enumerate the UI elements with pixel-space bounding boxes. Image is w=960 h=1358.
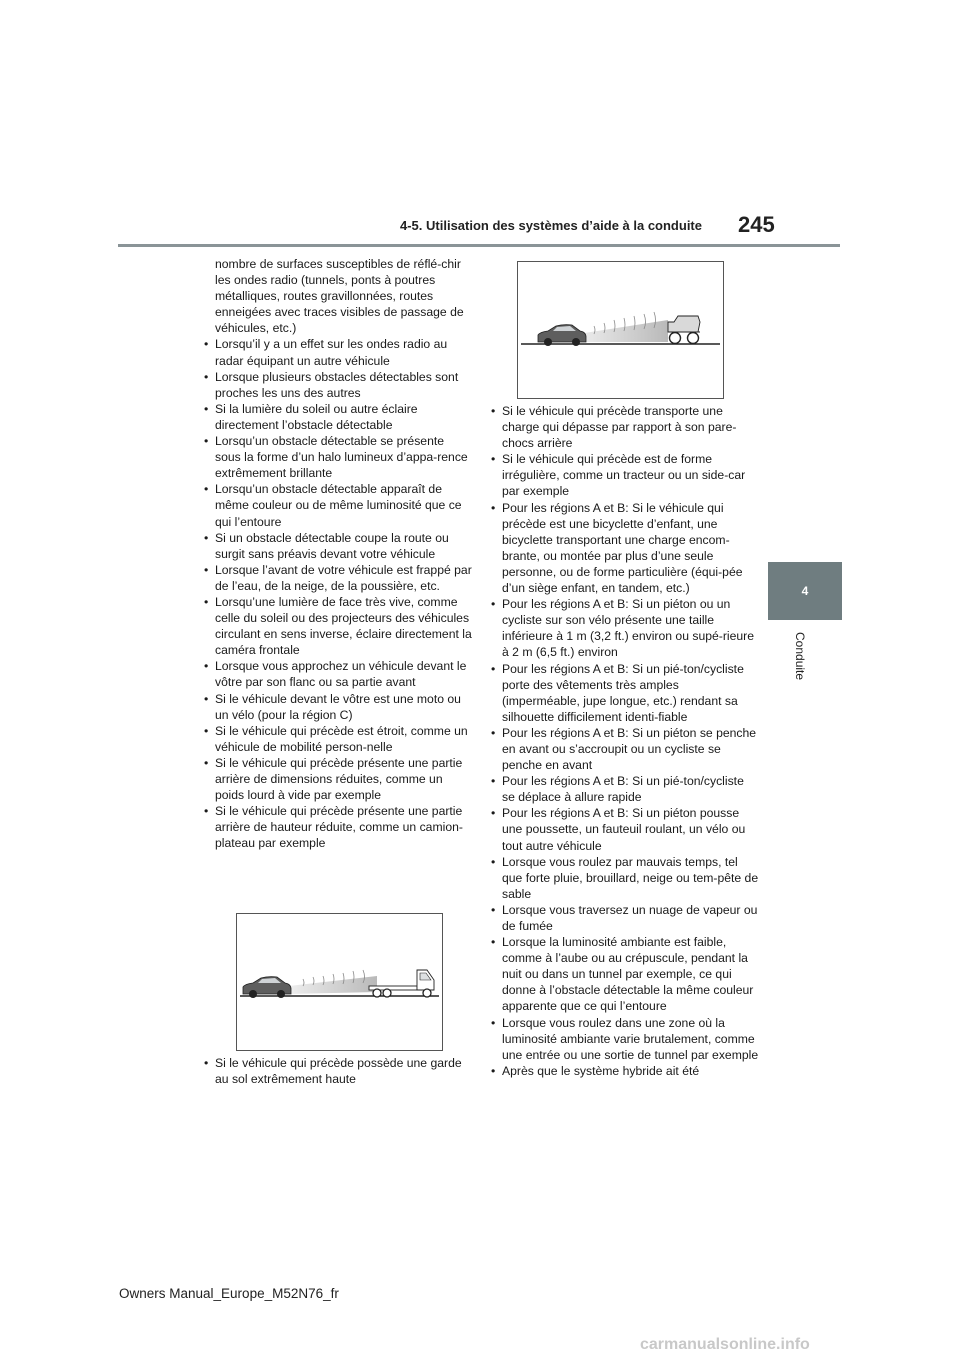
list-item: • Si le véhicule qui précède présente une partie arrière de dimensions réduites, comme un poids lourd à vide par exemple bbox=[204, 755, 472, 803]
high-clearance-illustration bbox=[518, 262, 723, 398]
flatbed-truck-illustration bbox=[237, 914, 442, 1050]
list-item: • Si le véhicule qui précède est étroit, comme un véhicule de mobilité person-nelle bbox=[204, 723, 472, 755]
right-column bbox=[491, 403, 759, 1079]
list-item: • Lorsque l’avant de votre véhicule est frappé par de l’eau, de la neige, de la poussière, etc. bbox=[204, 562, 472, 594]
list-item: • Lorsqu’un obstacle détectable se présente sous la forme d’un halo lumineux d’appa-rence extrêmement brillante bbox=[204, 433, 472, 481]
list-item: • Lorsqu’il y a un effet sur les ondes radio au radar équipant un autre véhicule bbox=[204, 336, 472, 368]
list-item: • Si un obstacle détectable coupe la route ou surgit sans préavis devant votre véhicule bbox=[204, 530, 472, 562]
list-item: • Lorsque vous approchez un véhicule devant le vôtre par son flanc ou sa partie avant bbox=[204, 658, 472, 690]
own-car bbox=[243, 977, 291, 998]
list-item: • Lorsque plusieurs obstacles détectables sont proches les uns des autres bbox=[204, 369, 472, 401]
list-item: • Lorsque vous traversez un nuage de vapeur ou de fumée bbox=[491, 902, 759, 934]
left-column-continued bbox=[204, 1055, 472, 1087]
header-divider bbox=[118, 244, 840, 247]
chapter-tab[interactable] bbox=[768, 562, 842, 620]
list-item: • Si le véhicule qui précède transporte une charge qui dépasse par rapport à son pare-chocs arrière bbox=[491, 403, 759, 451]
suv-ahead bbox=[668, 316, 700, 344]
own-car bbox=[538, 325, 586, 346]
chapter-label: Conduite bbox=[793, 632, 807, 681]
figure-high-clearance-vehicle bbox=[517, 261, 724, 399]
list-item: • Pour les régions A et B: Si un piéton se penche en avant ou s’accroupit ou un cycliste se penche en avant bbox=[491, 725, 759, 773]
list-item: • Lorsqu’un obstacle détectable apparaît de même couleur ou de même luminosité que ce qui l’entoure bbox=[204, 481, 472, 529]
list-item: • Lorsque vous roulez par mauvais temps, tel que forte pluie, brouillard, neige ou tem-pête de sable bbox=[491, 854, 759, 902]
page-number: 245 bbox=[738, 212, 775, 237]
list-item: • Pour les régions A et B: Si le véhicule qui précède est une bicyclette d’enfant, une bicyclette transportant une charge encom-brante, ou montée par plus d’une seule personne, ou de forme particulière (équi-pée d’un siège enfant, en tandem, etc.) bbox=[491, 500, 759, 597]
figure-flatbed-truck bbox=[236, 913, 443, 1051]
list-item: • Si le véhicule devant le vôtre est une moto ou un vélo (pour la région C) bbox=[204, 691, 472, 723]
list-item: • Si la lumière du soleil ou autre éclaire directement l’obstacle détectable bbox=[204, 401, 472, 433]
list-item: • Si le véhicule qui précède possède une garde au sol extrêmement haute bbox=[204, 1055, 472, 1087]
watermark[interactable]: carmanualsonline.info bbox=[640, 1336, 810, 1353]
section-title: 4-5. Utilisation des systèmes d’aide à la conduite bbox=[400, 218, 702, 233]
list-item: • Lorsque vous roulez dans une zone où la luminosité ambiante varie brutalement, comme une entrée ou une sortie de tunnel par exemple bbox=[491, 1015, 759, 1063]
list-item: • Si le véhicule qui précède est de forme irrégulière, comme un tracteur ou un side-car par exemple bbox=[491, 451, 759, 499]
flatbed-truck-ahead bbox=[369, 970, 434, 997]
radar-beam bbox=[578, 320, 668, 342]
footer-manual-id: Owners Manual_Europe_M52N76_fr bbox=[119, 1286, 339, 1301]
list-item: • Pour les régions A et B: Si un pié-ton/cycliste se déplace à allure rapide bbox=[491, 773, 759, 805]
list-item: • Lorsque la luminosité ambiante est faible, comme à l’aube ou au crépuscule, pendant la nuit ou dans un tunnel par exemple, ce qui donne à l’obstacle détectable la même couleur apparente que ce qui l’entoure bbox=[491, 934, 759, 1014]
list-item: • Pour les régions A et B: Si un piéton ou un cycliste sur son vélo présente une taille inférieure à 1 m (3,2 ft.) environ ou supé-rieure à 2 m (6,5 ft.) environ bbox=[491, 596, 759, 660]
list-item: • Après que le système hybride ait été bbox=[491, 1063, 759, 1079]
chapter-number: 4 bbox=[801, 584, 809, 598]
continued-paragraph: nombre de surfaces susceptibles de réflé-chir les ondes radio (tunnels, ponts à poutres métalliques, routes gravillonnées, routes enneigées avec traces visibles de passage de véhicules, etc.) bbox=[215, 257, 464, 336]
list-item: • Si le véhicule qui précède présente une partie arrière de hauteur réduite, comme un camion-plateau par exemple bbox=[204, 803, 472, 851]
left-column bbox=[204, 256, 472, 851]
list-item: • Pour les régions A et B: Si un pié-ton/cycliste porte des vêtements très amples (imperméable, jupe longue, etc.) rendant sa silhouette difficilement identi-fiable bbox=[491, 661, 759, 725]
list-item: • Pour les régions A et B: Si un piéton pousse une poussette, un fauteuil roulant, un vélo ou tout autre véhicule bbox=[491, 805, 759, 853]
radar-beam bbox=[289, 976, 377, 994]
list-item: • Lorsqu’une lumière de face très vive, comme celle du soleil ou des projecteurs des véhicules circulant en sens inverse, éclaire directement la caméra frontale bbox=[204, 594, 472, 658]
